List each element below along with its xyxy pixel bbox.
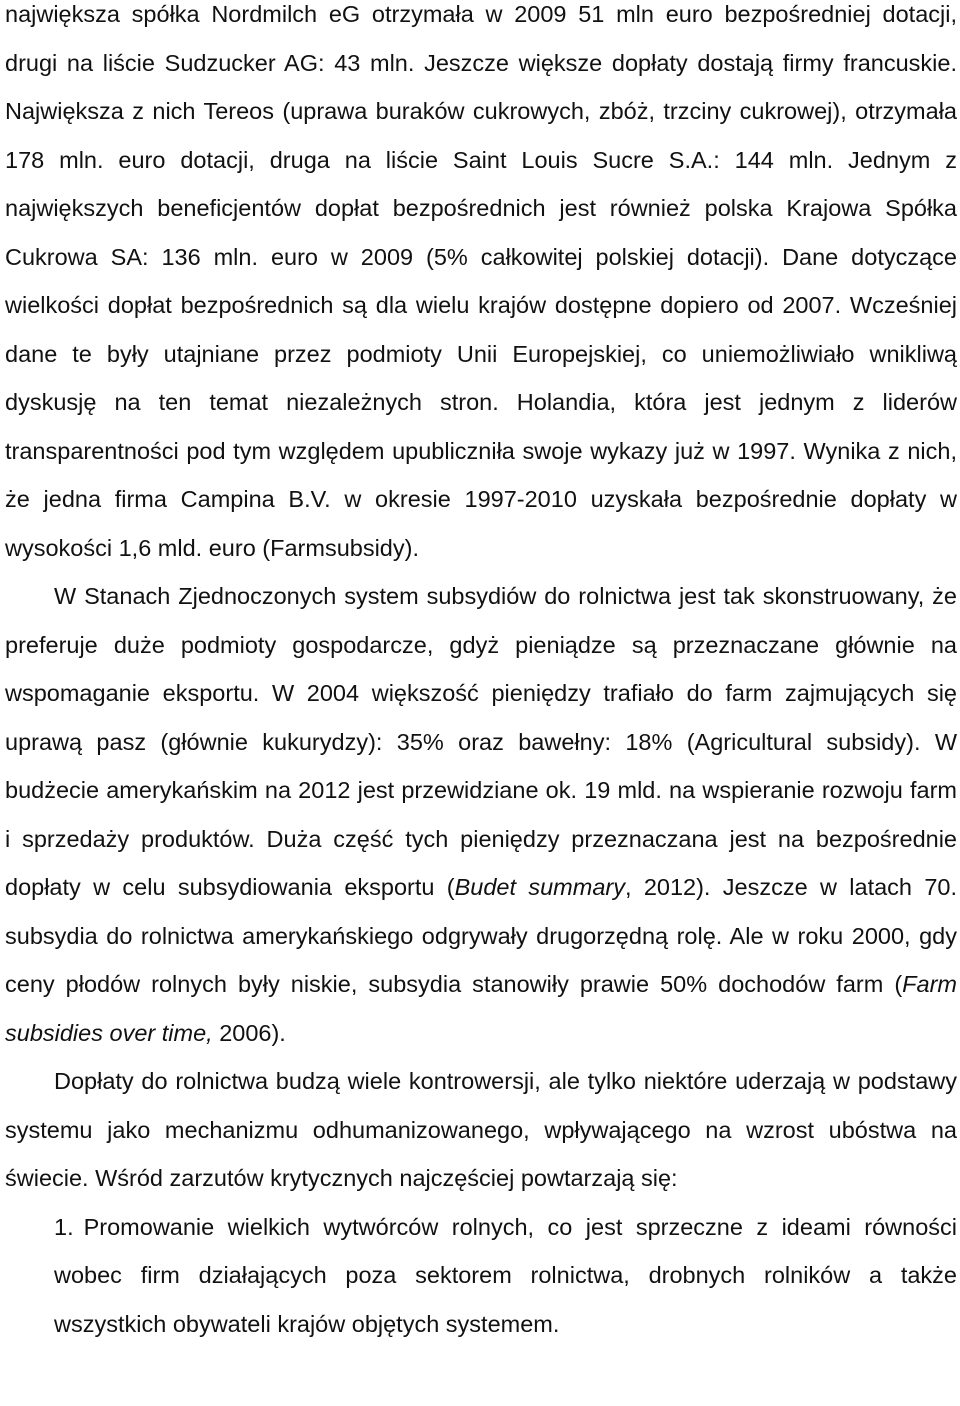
list-item <box>5 1203 957 1349</box>
document-page <box>5 0 957 1348</box>
citation-farm-subsidies: Farm subsidies over time, <box>5 971 957 1046</box>
list-item-text: Promowanie wielkich wytwórców rolnych, co jest sprzeczne z ideami równości wobec firm działających poza sektorem rolnictwa, drobnych rolników a także wszystkich obywateli krajów objętych systemem. <box>54 1213 957 1337</box>
paragraph-text: 2006). <box>212 1019 286 1046</box>
paragraph-text: , 2012). Jeszcze w latach 70. subsydia do rolnictwa amerykańskiego odgrywały drugorzędną rolę. Ale w roku 2000, gdy ceny płodów rolnych były niskie, subsydia stanowiły prawie 50% dochodów farm ( <box>5 874 957 997</box>
paragraph-subsidies-europe: największa spółka Nordmilch eG otrzymała w 2009 51 mln euro bezpośredniej dotacji, drugi na liście Sudzucker AG: 43 mln. Jeszcze większe dopłaty dostają firmy francuskie. Największa z nich Tereos (uprawa buraków cukrowych, zbóż, trzciny cukrowej), otrzymała 178 mln. euro dotacji, druga na liście Saint Louis Sucre S.A.: 144 mln. Jednym z największych beneficjentów dopłat bezpośrednich jest również polska Krajowa Spółka Cukrowa SA: 136 mln. euro w 2009 (5% całkowitej polskiej dotacji). Dane dotyczące wielkości dopłat bezpośrednich są dla wielu krajów dostępne dopiero od 2007. Wcześniej dane te były utajniane przez podmioty Unii Europejskiej, co uniemożliwiało wnikliwą dyskusję na ten temat niezależnych stron. Holandia, która jest jednym z liderów transparentności pod tym względem upubliczniła swoje wykazy już w 1997. Wynika z nich, że jedna firma Campina B.V. w okresie 1997-2010 uzyskała bezpośrednie dopłaty w wysokości 1,6 mld. euro (Farmsubsidy). <box>5 1 957 561</box>
citation-budget-summary: Budet summary <box>454 874 625 900</box>
paragraph-subsidies-usa <box>5 572 957 1057</box>
list-item-number: 1. <box>54 1213 74 1240</box>
paragraph-text: W Stanach Zjednoczonych system subsydiów do rolnictwa jest tak skonstruowany, że preferuje duże podmioty gospodarcze, gdyż pieniądze są przeznaczane głównie na wspomaganie eksportu. W 2004 większość pieniędzy trafiało do farm zajmujących się uprawą pasz (głównie kukurydzy): 35% oraz bawełny: 18% (Agricultural subsidy). W budżecie amerykańskim na 2012 jest przewidziane ok. 19 mld. na wspieranie rozwoju farm i sprzedaży produktów. Duża część tych pieniędzy przeznaczana jest na bezpośrednie dopłaty w celu subsydiowania eksportu ( <box>5 583 957 900</box>
paragraph-controversies: Dopłaty do rolnictwa budzą wiele kontrowersji, ale tylko niektóre uderzają w podstawy systemu jako mechanizmu odhumanizowanego, wpływającego na wzrost ubóstwa na świecie. Wśród zarzutów krytycznych najczęściej powtarzają się: <box>5 1068 957 1191</box>
